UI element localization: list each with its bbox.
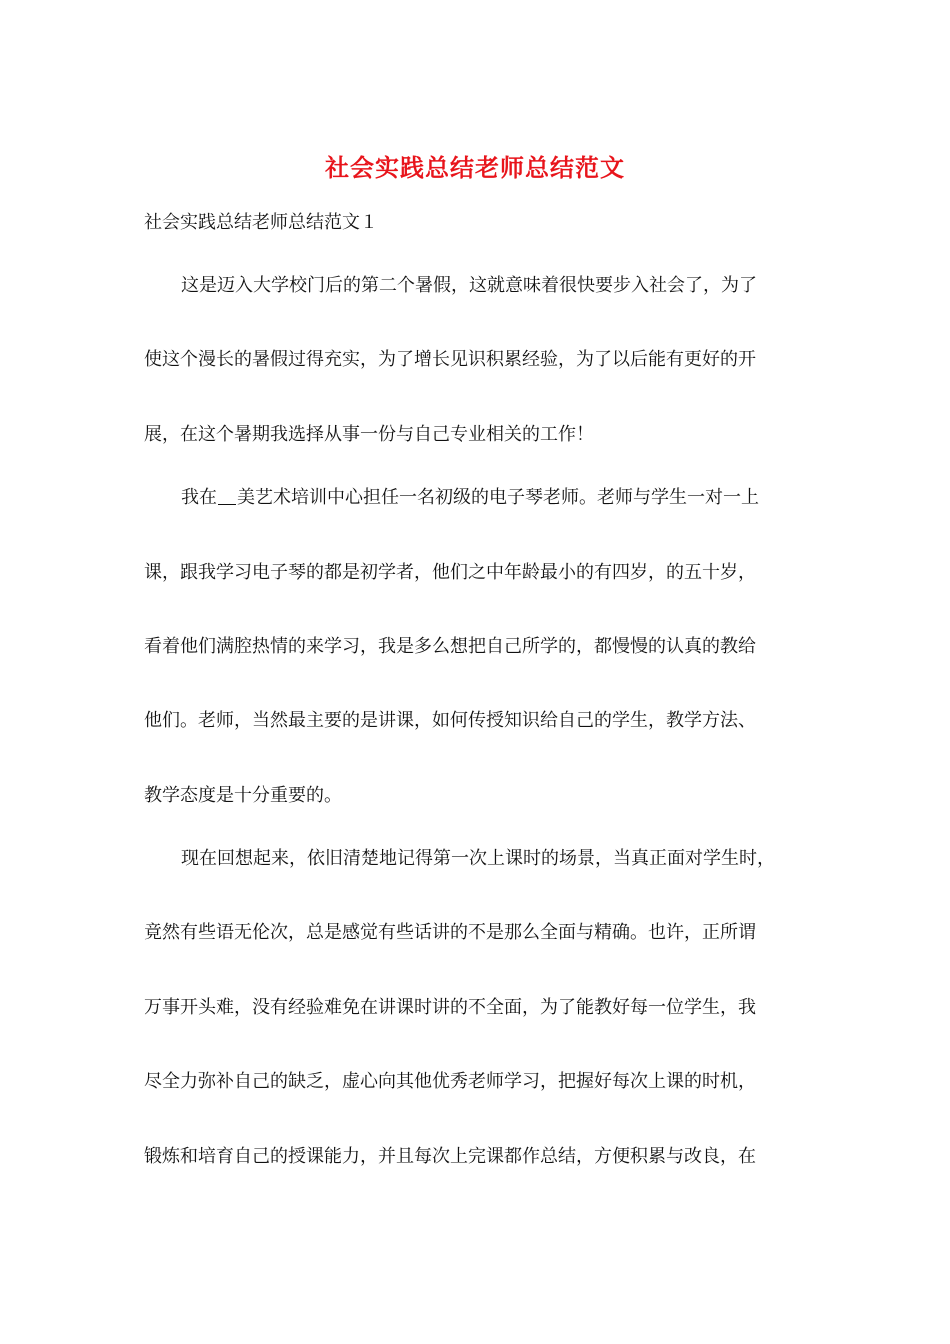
document-title: 社会实践总结老师总结范文 <box>325 153 625 182</box>
paragraph-3-line-1: 现在回想起来，依旧清楚地记得第一次上课时的场景，当真正面对学生时， <box>181 848 775 869</box>
paragraph-2-line-1-after-blank: 美艺术培训中心担任一名初级的电子琴老师。老师与学生一对一上 <box>237 487 759 508</box>
paragraph-2-line-2: 课，跟我学习电子琴的都是初学者，他们之中年龄最小的有四岁，的五十岁， <box>144 562 756 583</box>
paragraph-2-line-4: 他们。老师，当然最主要的是讲课，如何传授知识给自己的学生，教学方法、 <box>144 710 756 731</box>
paragraph-1-line-2: 使这个漫长的暑假过得充实，为了增长见识积累经验，为了以后能有更好的开 <box>144 349 756 370</box>
document-subtitle: 社会实践总结老师总结范文１ <box>144 212 378 233</box>
paragraph-2-line-5: 教学态度是十分重要的。 <box>144 785 342 806</box>
paragraph-3-line-4: 尽全力弥补自己的缺乏，虚心向其他优秀老师学习，把握好每次上课的时机， <box>144 1071 756 1092</box>
paragraph-3-line-3: 万事开头难，没有经验难免在讲课时讲的不全面，为了能教好每一位学生，我 <box>144 997 756 1018</box>
paragraph-3-line-2: 竟然有些语无伦次，总是感觉有些话讲的不是那么全面与精确。也许，正所谓 <box>144 922 756 943</box>
paragraph-2-line-1-before-blank: 我在 <box>181 487 217 508</box>
paragraph-1-line-1: 这是迈入大学校门后的第二个暑假，这就意味着很快要步入社会了，为了 <box>181 275 757 296</box>
paragraph-2-line-3: 看着他们满腔热情的来学习，我是多么想把自己所学的，都慢慢的认真的教给 <box>144 636 756 657</box>
paragraph-3-line-5: 锻炼和培育自己的授课能力，并且每次上完课都作总结，方便积累与改良，在 <box>144 1146 756 1167</box>
paragraph-2-line-1 <box>181 483 759 513</box>
fill-in-blank <box>218 484 236 505</box>
paragraph-1-line-3: 展，在这个暑期我选择从事一份与自己专业相关的工作！ <box>144 424 594 445</box>
